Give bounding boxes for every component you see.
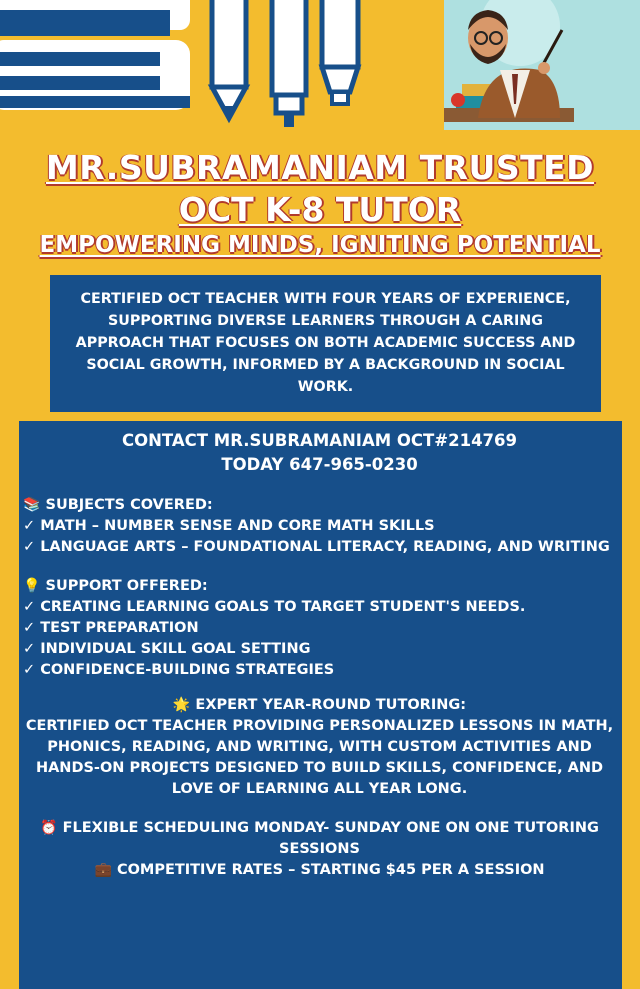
teacher-avatar	[444, 0, 640, 130]
yearround-text: CERTIFIED OCT TEACHER PROVIDING PERSONALIZED LESSONS IN MATH, PHONICS, READING, AND WRITING, WITH CUSTOM ACTIVITIES AND HANDS-ON PROJECTS DESIGNED TO BUILD SKILLS, CONFIDENCE, AND LOVE OF LEARNING ALL YEAR LONG.	[25, 718, 614, 797]
intro-text: CERTIFIED OCT TEACHER WITH FOUR YEARS OF EXPERIENCE, SUPPORTING DIVERSE LEARNERS THROUGH A CARING APPROACH THAT FOCUSES ON BOTH ACADEMIC SUCCESS AND SOCIAL GROWTH, INFORMED BY A BACKGROUND IN SOCIAL WORK.	[75, 291, 576, 395]
page-title: MR.SUBRAMANIAM TRUSTED	[45, 148, 595, 187]
tagline: EMPOWERING MINDS, IGNITING POTENTIAL	[39, 232, 601, 258]
support-heading: 💡 SUPPORT OFFERED:	[23, 578, 208, 594]
lightbulb-icon: 💡	[23, 578, 41, 594]
books-icon: 📚	[23, 497, 41, 513]
alarm-clock-icon: ⏰	[40, 820, 58, 836]
marker-icon	[322, 0, 358, 104]
list-item: ✓ MATH – NUMBER SENSE AND CORE MATH SKILLS	[23, 518, 435, 534]
details-panel	[19, 421, 622, 989]
briefcase-icon: 💼	[94, 862, 112, 878]
contact-phone: TODAY 647-965-0230	[221, 455, 418, 474]
header-illustration	[0, 0, 640, 140]
scheduling-line: ⏰ FLEXIBLE SCHEDULING MONDAY- SUNDAY ONE ON ONE TUTORING SESSIONS	[40, 820, 599, 857]
list-item: ✓ CREATING LEARNING GOALS TO TARGET STUDENT'S NEEDS.	[23, 599, 526, 615]
list-item: ✓ TEST PREPARATION	[23, 620, 199, 636]
subjects-heading: 📚 SUBJECTS COVERED:	[23, 497, 213, 513]
list-item: ✓ INDIVIDUAL SKILL GOAL SETTING	[23, 641, 311, 657]
pencil-icon	[212, 0, 246, 118]
list-item: ✓ LANGUAGE ARTS – FOUNDATIONAL LITERACY, READING, AND WRITING	[23, 539, 610, 555]
intro-panel	[50, 275, 601, 412]
book-stack-icon	[0, 0, 190, 110]
list-item: ✓ CONFIDENCE-BUILDING STRATEGIES	[23, 662, 335, 678]
yearround-heading: 🌟 EXPERT YEAR-ROUND TUTORING:	[172, 697, 467, 713]
pen-icon	[272, 0, 306, 127]
star-icon: 🌟	[172, 697, 191, 713]
rates-line: 💼 COMPETITIVE RATES – STARTING $45 PER A SESSION	[94, 862, 545, 878]
contact-line1: CONTACT MR.SUBRAMANIAM OCT#214769	[121, 431, 517, 450]
page-title-line2: OCT K-8 TUTOR	[178, 190, 462, 229]
